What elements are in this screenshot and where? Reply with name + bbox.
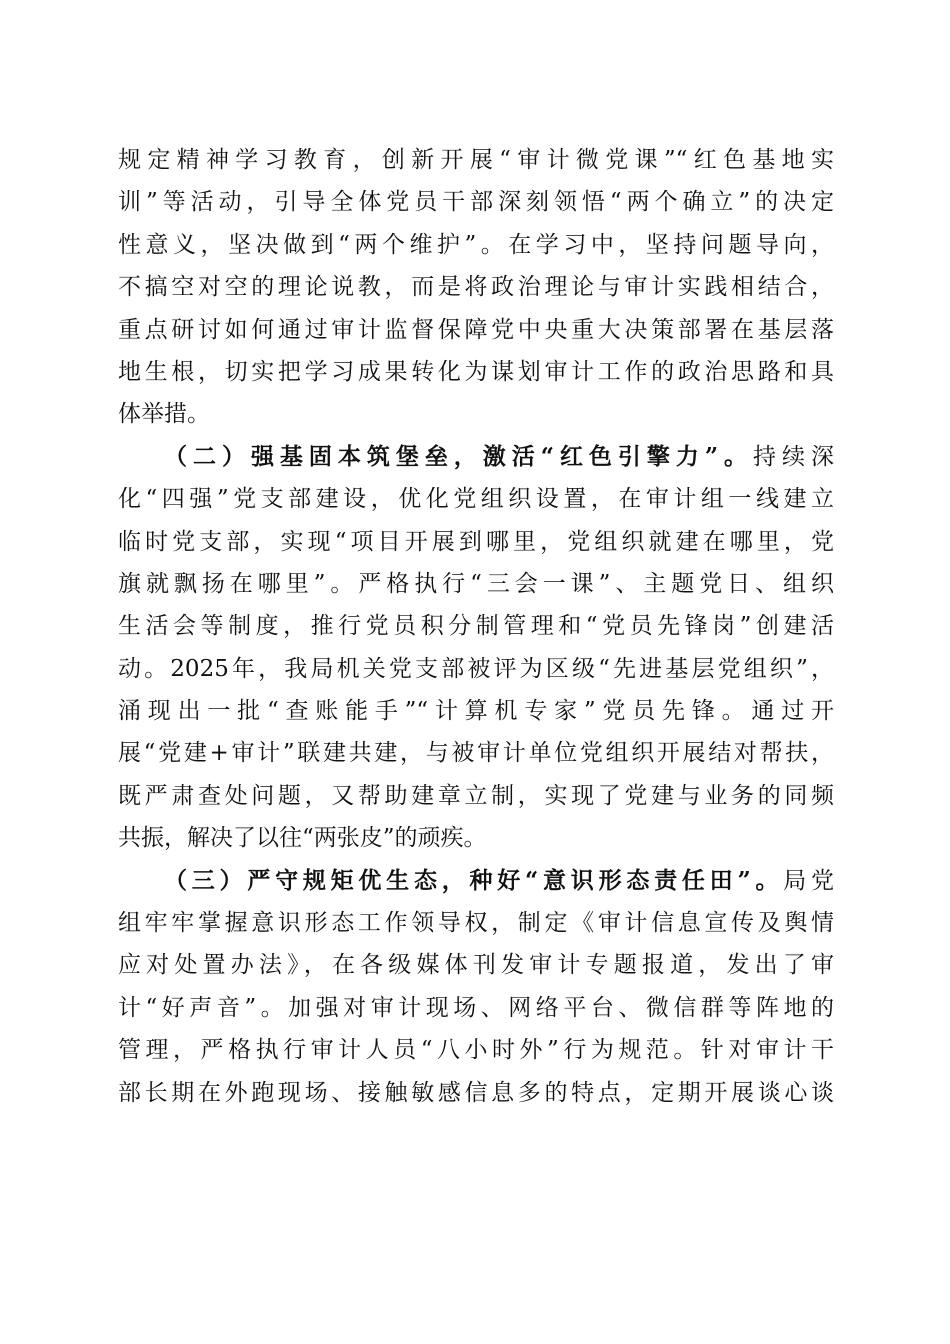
paragraph-1-line-5: 重点研讨如何通过审计监督保障党中央重大决策部署在基层落 — [118, 316, 834, 343]
section-heading-3: （三）严守规矩优生态，种好“意识形态责任田”。 — [164, 866, 784, 894]
paragraph-2-line-7: 涌现出一批“查账能手”“计算机专家”党员先锋。通过开 — [118, 698, 834, 725]
document-body — [118, 139, 834, 1114]
paragraph-2-line-8: 展“党建+审计”联建共建，与被审计单位党组织开展结对帮扶， — [118, 740, 834, 767]
paragraph-2-line-6: 动。2025年，我局机关党支部被评为区级“先进基层党组织”， — [118, 655, 834, 682]
paragraph-3-line-5: 管理，严格执行审计人员“八小时外”行为规范。针对审计干 — [118, 1037, 834, 1064]
paragraph-1-line-1: 规定精神学习教育，创新开展“审计微党课”“红色基地实 — [118, 147, 834, 173]
paragraph-1-line-7: 体举措。 — [118, 401, 210, 428]
paragraph-3-line-2: 组牢牢掌握意识形态工作领导权，制定《审计信息宣传及舆情 — [118, 910, 834, 937]
paragraph-2-line-4: 旗就飘扬在哪里”。严格执行“三会一课”、主题党日、组织 — [118, 570, 834, 597]
paragraph-3-line-4: 计“好声音”。加强对审计现场、网络平台、微信群等阵地的 — [118, 994, 834, 1021]
paragraph-1-line-3: 性意义，坚决做到“两个维护”。在学习中，坚持问题导向， — [118, 231, 834, 258]
paragraph-1-line-4: 不搞空对空的理论说教，而是将政治理论与审计实践相结合， — [118, 274, 834, 301]
paragraph-2-line-2: 化“四强”党支部建设，优化党组织设置，在审计组一线建立 — [118, 486, 834, 513]
paragraph-2-first-line — [118, 436, 834, 478]
section-heading-2: （二）强基固本筑堡垒，激活“红色引擎力”。 — [164, 442, 754, 470]
paragraph-3-first-line — [118, 860, 834, 902]
paragraph-1-line-6: 地生根，切实把学习成果转化为谋划审计工作的政治思路和具 — [118, 358, 834, 385]
paragraph-1-line-2: 训”等活动，引导全体党员干部深刻领悟“两个确立”的决定 — [118, 189, 834, 216]
paragraph-2-line-10: 共振，解决了以往“两张皮”的顽疾。 — [118, 825, 487, 852]
paragraph-2-first-line-text: 持续深 — [753, 443, 834, 470]
paragraph-3-first-line-text: 局党 — [783, 867, 834, 894]
paragraph-3-line-6: 部长期在外跑现场、接触敏感信息多的特点，定期开展谈心谈 — [118, 1079, 834, 1106]
paragraph-2-line-5: 生活会等制度，推行党员积分制管理和“党员先锋岗”创建活 — [118, 613, 834, 640]
paragraph-3-line-3: 应对处置办法》，在各级媒体刊发审计专题报道，发出了审 — [118, 952, 834, 979]
paragraph-2-line-9: 既严肃查处问题，又帮助建章立制，实现了党建与业务的同频 — [118, 782, 834, 809]
paragraph-2-line-3: 临时党支部，实现“项目开展到哪里，党组织就建在哪里，党 — [118, 528, 834, 555]
